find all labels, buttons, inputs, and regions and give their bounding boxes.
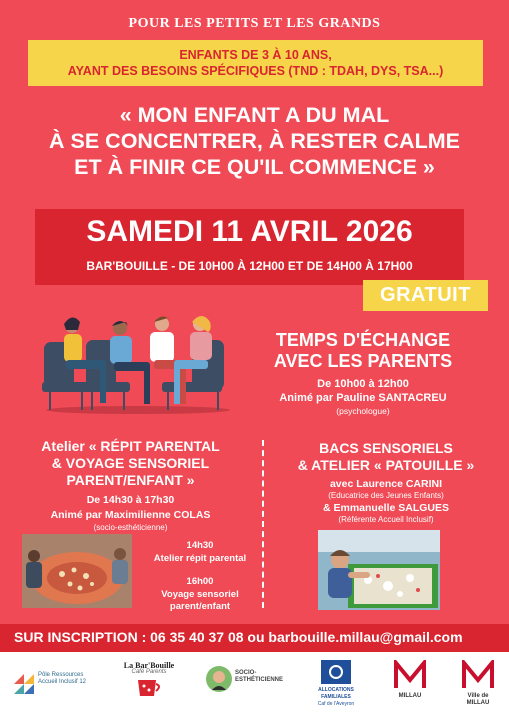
schedule-time-1: 14h30 [186, 540, 214, 551]
echange-time: De 10h00 à 12h00 [317, 378, 409, 390]
barbouille-sub: Café Parents [131, 669, 167, 675]
quote [0, 102, 509, 180]
barbouille-logo [114, 662, 184, 701]
schedule-time-2: 16h00 [186, 576, 214, 587]
bacs-host-2-role: (Référente Accueil Inclusif) [338, 515, 434, 524]
echange-title-line-2: AVEC LES PARENTS [273, 351, 453, 371]
caf-icon [321, 660, 351, 684]
bacs-host-1-role: (Educatrice des Jeunes Enfants) [328, 491, 444, 500]
schedule-label-2: Voyage sensoriel [161, 589, 239, 600]
quote-line-3: ET À FINIR CE QU'IL COMMENCE » [74, 155, 435, 179]
caf-sub: Caf de l'Aveyron [317, 701, 355, 707]
millau-text-2: Ville de MILLAU [466, 693, 490, 706]
bacs-host-1: avec Laurence CARINI [329, 478, 443, 490]
sensory-workshop-photo [22, 534, 132, 608]
audience-line-2: AYANT DES BESOINS SPÉCIFIQUES (TND : TDAH, DYS, TSA...) [67, 64, 444, 78]
pole-ressources-icon [14, 674, 34, 694]
echange-host: Animé par Pauline SANTACREU [279, 392, 447, 404]
bacs-title [270, 440, 502, 474]
sensory-bin-photo [318, 530, 440, 610]
quote-line-1: « MON ENFANT A DU MAL [119, 103, 390, 127]
group-discussion-illustration [42, 310, 234, 415]
top-title: POUR LES PETITS ET LES GRANDS [128, 16, 381, 31]
socio-estheticienne-logo [206, 666, 292, 692]
portrait-icon [206, 666, 232, 692]
socio-estheticienne-text: SOCIO-ESTHÉTICIENNE [235, 670, 284, 683]
atelier-title-line-3: PARENT/ENFANT » [66, 472, 195, 488]
schedule-label-2b: parent/enfant [169, 601, 231, 612]
bacs-title-line-1: BACS SENSORIELS [319, 440, 453, 456]
audience-banner [28, 40, 483, 86]
quote-line-2: À SE CONCENTRER, À RESTER CALME [49, 129, 460, 153]
bacs-title-line-2: & ATELIER « PATOUILLE » [297, 457, 475, 473]
partner-logos [0, 652, 509, 720]
millau-m-icon [393, 660, 427, 690]
price-badge: GRATUIT [363, 280, 488, 311]
atelier-title-line-2: & VOYAGE SENSORIEL [51, 455, 210, 471]
schedule-label-1: Atelier répit parental [153, 553, 247, 564]
millau-logo-2 [456, 660, 500, 707]
caf-logo [316, 660, 356, 708]
inscription-bar: SUR INSCRIPTION : 06 35 40 37 08 ou barbouille.millau@gmail.com [0, 624, 509, 652]
atelier-title [8, 438, 253, 489]
event-place-hours: BAR'BOUILLE - DE 10H00 À 12H00 ET DE 14H00 À 17H00 [86, 259, 413, 273]
echange-title-line-1: TEMPS D'ÉCHANGE [275, 330, 451, 350]
barbouille-name: La Bar'Bouille [123, 661, 175, 670]
pole-ressources-text: Pôle Ressources Accueil Inclusif 12 [38, 672, 87, 685]
column-divider [262, 440, 264, 608]
bacs-host-2: & Emmanuelle SALGUES [322, 502, 450, 514]
echange-title [258, 330, 468, 372]
millau-logo-1 [388, 660, 432, 700]
caf-text: ALLOCATIONS FAMILIALES [318, 687, 354, 700]
millau-m-icon-2 [461, 660, 495, 690]
atelier-title-line-1: Atelier « RÉPIT PARENTAL [41, 438, 220, 454]
audience-line-1: ENFANTS DE 3 À 10 ANS, [179, 48, 332, 62]
pole-ressources-logo [14, 666, 100, 694]
atelier-time: De 14h30 à 17h30 [86, 494, 175, 506]
event-date: SAMEDI 11 AVRIL 2026 [86, 215, 413, 248]
echange-host-role: (psychologue) [336, 406, 390, 416]
atelier-host: Animé par Maximilienne COLAS [50, 509, 211, 521]
atelier-host-role: (socio-esthéticienne) [93, 523, 168, 532]
date-box [35, 209, 464, 285]
millau-text-1: MILLAU [398, 693, 422, 699]
coffee-cup-icon [134, 676, 164, 698]
